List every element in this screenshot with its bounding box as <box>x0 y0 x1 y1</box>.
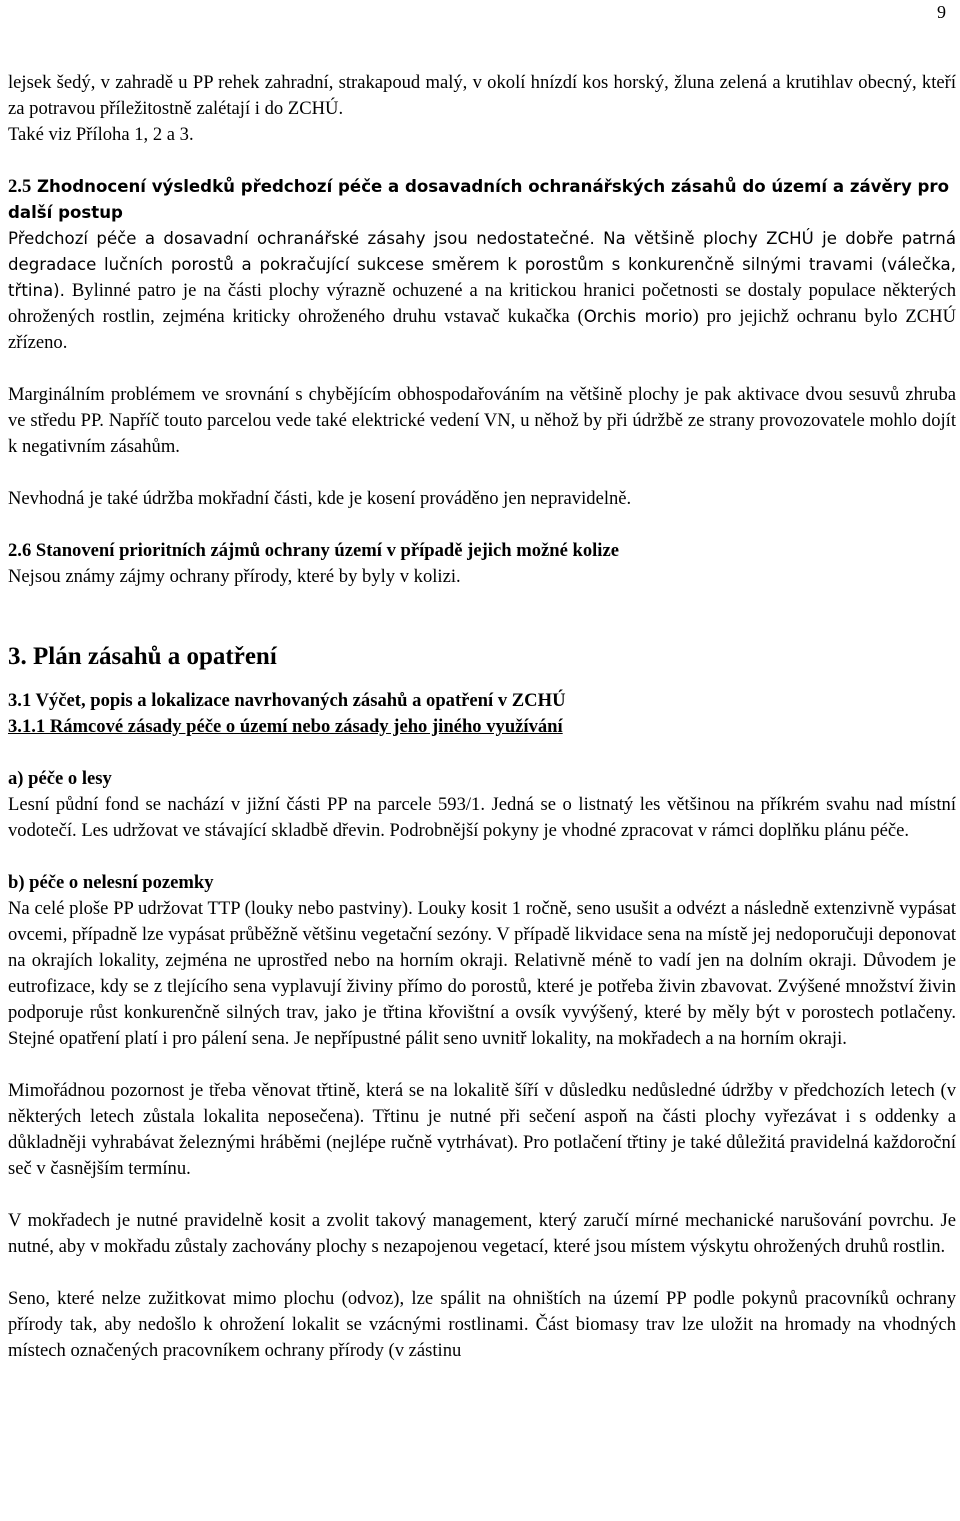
section-3-1-heading: 3.1 Výčet, popis a lokalizace navrhovaných zásahů a opatření v ZCHÚ <box>8 690 566 711</box>
section-2-5-paragraph-1 <box>8 226 956 356</box>
section-2-5-text-end: ) pro jejichž ochranu bylo ZCHÚ zřízeno. <box>8 306 957 353</box>
section-2-5-paragraph-2: Marginálním problémem ve srovnání s chybějícím obhospodařováním na většině plochy je pak aktivace dvou sesuvů zhruba ve středu PP. Napříč touto parcelou vede také elektrické vedení VN, u něhož by při údržbě ze strany provozovatele mohlo dojít k negativním zásahům. <box>8 384 956 457</box>
section-3-1-1-heading: 3.1.1 Rámcové zásady péče o území nebo zásady jeho jiného využívání <box>8 716 563 737</box>
section-2-6-text: Nejsou známy zájmy ochrany přírody, které by byly v kolizi. <box>8 566 461 587</box>
non-forest-care-heading: b) péče o nelesní pozemky <box>8 872 214 893</box>
chapter-3-heading: 3. Plán zásahů a opatření <box>8 643 277 670</box>
non-forest-paragraph-2: Mimořádnou pozornost je třeba věnovat třtině, která se na lokalitě šíří v důsledku nedůsledné údržby v předchozích letech (v některých letech zůstala lokalita neposečena). Třtinu je nutné při sečení aspoň na části plochy vyřezávat i s oddenky a důkladněji vyhrabávat železnými hráběmi (nejlépe ručně vytrhávat). Pro potlačení třtiny je také důležitá pravidelná každoroční seč v časnějším termínu. <box>8 1080 956 1179</box>
forest-care-text: Lesní půdní fond se nachází v jižní části PP na parcele 593/1. Jedná se o listnatý les většinou na příkrém svahu nad místní vodotečí. Les udržovat ve stávající skladbě dřevin. Podrobnější pokyny je vhodné zpracovat v rámci doplňku plánu péče. <box>8 794 956 841</box>
page-number: 9 <box>937 2 946 22</box>
section-2-5-paragraph-3: Nevhodná je také údržba mokřadní části, kde je kosení prováděno jen nepravidelně. <box>8 488 632 509</box>
section-2-5-text-sans: Předchozí péče a dosavadní ochranářské zásahy jsou nedostatečné. Na většině plochy ZCHÚ je dobře patrná degradace lučních porostů a pokračující sukcese směrem k porostům s konkurenčně silnými travami (válečka, třtina). <box>8 229 956 300</box>
non-forest-paragraph-4: Seno, které nelze zužitkovat mimo plochu (odvoz), lze spálit na ohništích na území PP podle pokynů pracovníků ochrany přírody tak, aby nedošlo k ohrožení lokalit se vzácnými rostlinami. Část biomasy trav lze uložit na hromady na vhodných místech označených pracovníkem ochrany přírody (v zástinu <box>8 1288 956 1361</box>
forest-care-heading: a) péče o lesy <box>8 768 112 789</box>
section-2-6-heading: 2.6 Stanovení prioritních zájmů ochrany území v případě jejich možné kolize <box>8 540 619 561</box>
section-2-5-text-serif: Bylinné patro je na části plochy výrazně ochuzené a na kritickou hranici početnosti se dostaly populace některých ohrožených rostlin, zejména kriticky ohroženého druhu vstavač kukačka ( <box>8 280 956 327</box>
section-2-5-number: 2.5 <box>8 176 32 197</box>
species-name: Orchis morio <box>583 307 693 326</box>
intro-text: lejsek šedý, v zahradě u PP rehek zahradní, strakapoud malý, v okolí hnízdí kos horský, žluna zelená a krutihlav obecný, kteří za potravou příležitostně zalétají i do ZCHÚ. <box>8 72 956 119</box>
page-content <box>8 70 956 1364</box>
section-2-5-heading <box>8 174 956 226</box>
intro-paragraph <box>8 70 956 148</box>
section-2-5-title: Zhodnocení výsledků předchozí péče a dosavadních ochranářských zásahů do území a závěry pro další postup <box>8 177 949 222</box>
intro-reference: Také viz Příloha 1, 2 a 3. <box>8 124 194 145</box>
non-forest-paragraph-3: V mokřadech je nutné pravidelně kosit a zvolit takový management, který zaručí mírné mechanické narušování povrchu. Je nutné, aby v mokřadu zůstaly zachovány plochy s nezapojenou vegetací, které jsou místem výskytu ohrožených druhů rostlin. <box>8 1210 956 1257</box>
non-forest-paragraph-1: Na celé ploše PP udržovat TTP (louky nebo pastviny). Louky kosit 1 ročně, seno usušit a odvézt a následně extenzivně vypásat ovcemi, případně lze vypásat průběžně většinu vegetační sezóny. V případě likvidace sena na místě jej nedoporučuji deponovat na okrajích lokality, zejména ne uprostřed nebo na horním okraji. Relativně méně to vadí jen na dolním okraji. Důvodem je eutrofizace, kdy se z tlejícího sena vyplavují živiny přímo do porostů, které je potřeba živin zbavovat. Zvýšené množství živin podporuje růst konkurenčně silných trav, jako je třtina křovištní a ovsík vyvýšený, které by měly být v porostech potlačeny. Stejné opatření platí i pro pálení sena. Je nepřípustné pálit seno uvnitř lokality, na mokřadech a na horním okraji. <box>8 898 956 1049</box>
